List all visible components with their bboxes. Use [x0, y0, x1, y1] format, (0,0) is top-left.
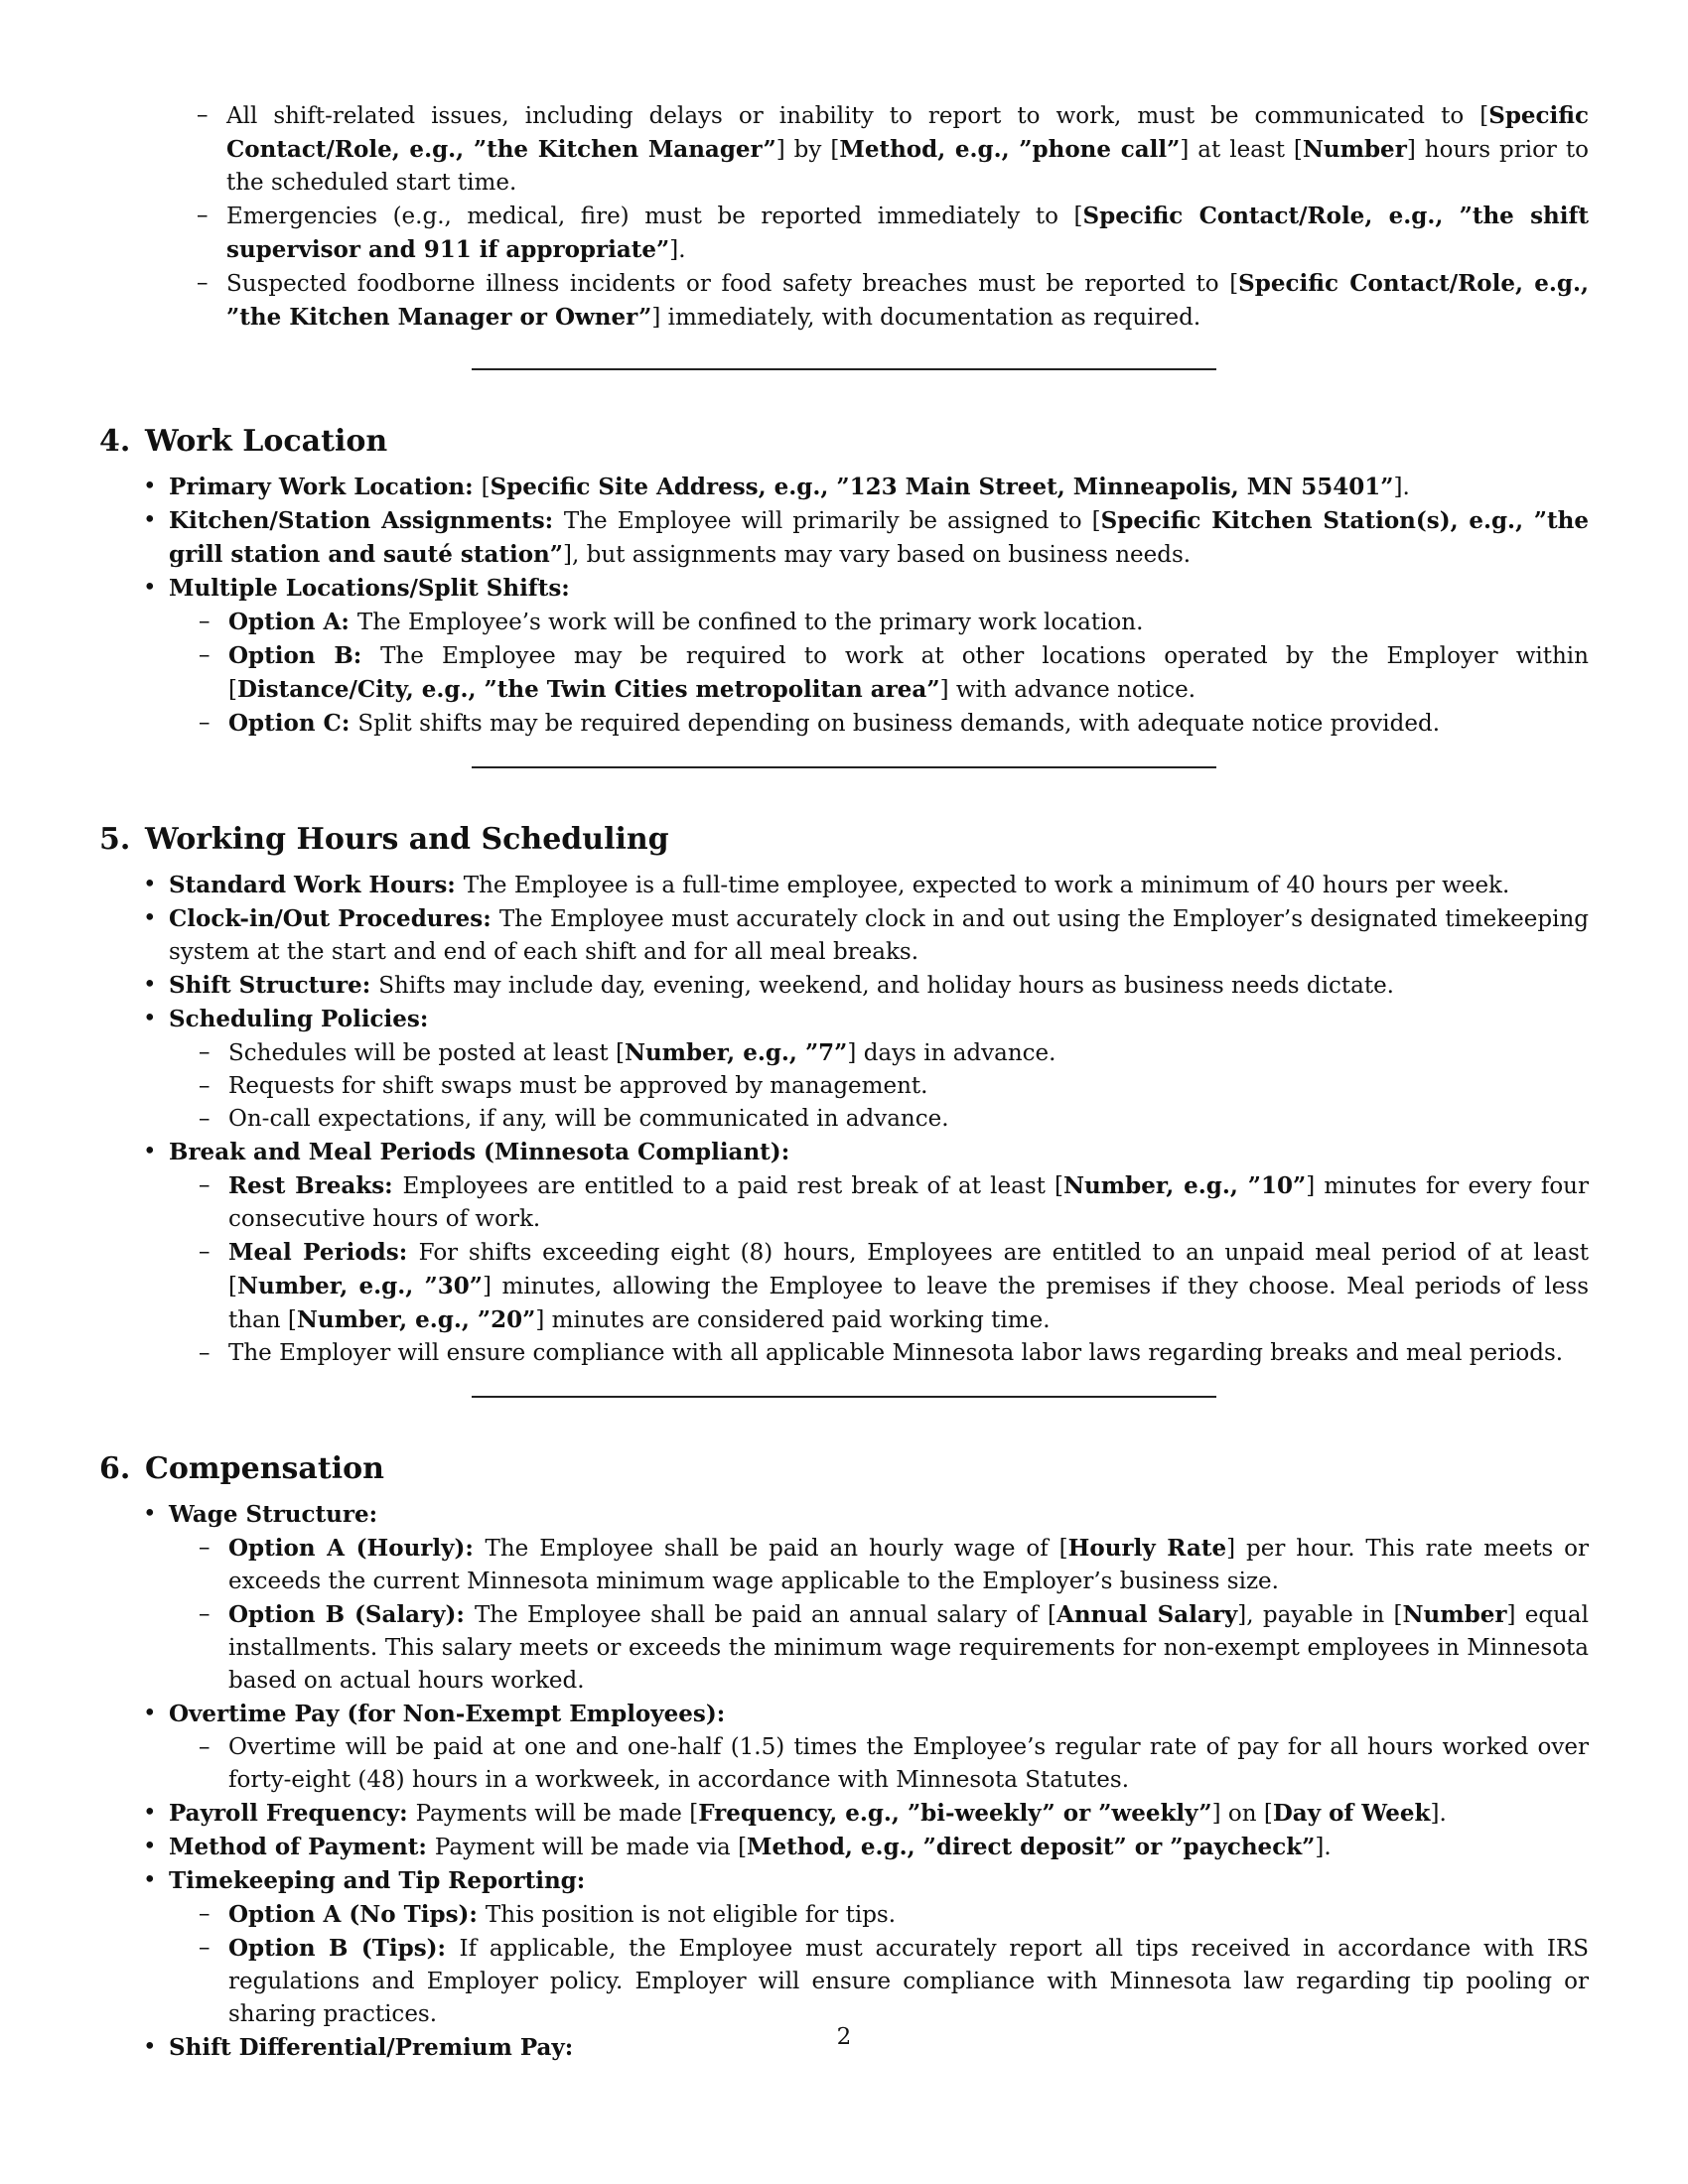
text-run: Suspected foodborne illness incidents or food safety breaches must be reported to [: [226, 271, 1239, 297]
text-run: ], but assignments may vary based on business needs.: [563, 542, 1192, 568]
bold-text: Specific Contact/Role, e.g., ”the shift supervisor and 911 if appropriate”: [226, 203, 1590, 263]
sub-list-item: [228, 1731, 1589, 1797]
bold-text: Hourly Rate: [1067, 1535, 1227, 1562]
section-divider: [472, 1396, 1216, 1398]
bold-text: Option C:: [228, 710, 358, 737]
bullet-icon: •: [143, 1701, 157, 1726]
text-run: This position is not eligible for tips.: [485, 1902, 897, 1928]
list-item: [143, 1498, 1590, 1698]
text-run: ] equal installments. This salary meets or exceeds the minimum wage requirements for non-exempt employees in Minnesota based on actual hours worked.: [228, 1602, 1589, 1694]
bold-text: Number: [1402, 1601, 1507, 1628]
bold-text: Shift Differential/Premium Pay:: [169, 2034, 574, 2061]
bold-text: Specific Contact/Role, e.g., ”the Kitchen Manager”: [226, 102, 1589, 163]
bold-text: Scheduling Policies:: [169, 1006, 429, 1032]
text-run: The Employee may be required to work at other locations operated by the Employer within [: [228, 643, 1589, 703]
bold-text: Option A (No Tips):: [228, 1901, 486, 1928]
section-number: 4.: [99, 424, 131, 459]
list-item: [143, 572, 1589, 741]
text-run: Emergencies (e.g., medical, fire) must be reported immediately to [: [226, 204, 1083, 229]
text-run: Requests for shift swaps must be approved by management.: [228, 1073, 928, 1099]
sub-list-item: [228, 1337, 1589, 1370]
section-divider: [472, 368, 1216, 370]
text-run: The Employee is a full-time employee, expected to work a minimum of 40 hours per week.: [463, 873, 1510, 898]
text-run: [: [481, 475, 491, 500]
bold-text: Shift Structure:: [169, 972, 379, 999]
sub-list: [169, 1898, 1589, 2031]
bold-text: Clock-in/Out Procedures:: [169, 905, 499, 932]
sub-list-item: [228, 1898, 1589, 1932]
bold-text: Number, e.g., ”10”: [1063, 1172, 1307, 1199]
sub-list-item: [228, 1236, 1589, 1337]
section-heading-work-location: [99, 422, 1589, 462]
bold-text: Method, e.g., ”phone call”: [839, 136, 1181, 163]
document-page: [99, 99, 1589, 2115]
bold-text: Option B:: [228, 642, 381, 669]
text-run: ] minutes are considered paid working time.: [535, 1307, 1051, 1333]
bold-text: Standard Work Hours:: [169, 872, 464, 898]
text-run: Overtime will be paid at one and one-half (1.5) times the Employee’s regular rate of pay for all hours worked over forty-eight (48) hours in a workweek, in accordance with Minnesota Statutes.: [228, 1734, 1589, 1793]
bold-text: Day of Week: [1272, 1800, 1431, 1827]
list-item: [143, 1003, 1589, 1136]
sub-list-item: [228, 1932, 1589, 2031]
section-divider: [472, 766, 1216, 768]
bold-text: Break and Meal Periods (Minnesota Compliant):: [169, 1139, 790, 1165]
sub-list: [169, 1731, 1589, 1797]
text-run: ].: [669, 237, 686, 263]
sub-list-item: [228, 1598, 1589, 1698]
section-heading-working-hours: [99, 820, 1589, 860]
list-item: [143, 1797, 1589, 1831]
text-run: ] with advance notice.: [939, 677, 1196, 703]
sub-list: [169, 1169, 1589, 1370]
text-run: All shift-related issues, including delays or inability to report to work, must be communicated to [: [226, 103, 1489, 129]
sub-list: [169, 1532, 1589, 1698]
text-run: ], payable in [: [1237, 1602, 1403, 1628]
bold-text: Method, e.g., ”direct deposit” or ”paycheck”: [747, 1834, 1316, 1860]
bold-text: Primary Work Location:: [169, 474, 482, 500]
bullet-icon: •: [143, 575, 157, 601]
sub-list-item: [228, 1103, 1589, 1136]
bold-text: Distance/City, e.g., ”the Twin Cities metropolitan area”: [236, 676, 940, 703]
text-run: The Employee will primarily be assigned to [: [563, 508, 1101, 534]
bold-text: Overtime Pay (for Non-Exempt Employees):: [169, 1701, 726, 1727]
list-item: [143, 504, 1590, 572]
sub-list-item: [228, 1169, 1589, 1236]
text-run: On-call expectations, if any, will be communicated in advance.: [228, 1106, 949, 1132]
bullet-icon: •: [143, 474, 157, 499]
text-run: The Employee shall be paid an hourly wage of [: [485, 1536, 1068, 1562]
section-5-bullets: [99, 869, 1589, 1370]
bullet-icon: •: [143, 2034, 157, 2060]
bold-text: Annual Salary: [1055, 1601, 1238, 1628]
section-4-bullets: [99, 471, 1589, 741]
bold-text: Kitchen/Station Assignments:: [169, 507, 564, 534]
page-number: 2: [836, 2024, 852, 2050]
text-run: ] days in advance.: [847, 1040, 1056, 1066]
bullet-icon: •: [143, 1006, 157, 1031]
bullet-icon: •: [143, 905, 157, 931]
text-run: ] minutes for every four consecutive hours of work.: [228, 1173, 1589, 1232]
sub-list-item: [228, 1036, 1589, 1070]
sub-list-item: [228, 606, 1589, 639]
text-run: Employees are entitled to a paid rest break of at least [: [402, 1173, 1064, 1199]
bold-text: Specific Contact/Role, e.g., ”the Kitchen Manager or Owner”: [226, 270, 1589, 331]
bullet-icon: •: [143, 1834, 157, 1859]
bold-text: Number, e.g., ”7”: [624, 1039, 848, 1066]
text-run: Payments will be made [: [415, 1801, 699, 1827]
list-item: [143, 1136, 1589, 1370]
section-title: Working Hours and Scheduling: [145, 822, 669, 857]
bold-text: Multiple Locations/Split Shifts:: [169, 575, 570, 602]
bold-text: Meal Periods:: [228, 1239, 419, 1266]
bold-text: Number: [1302, 136, 1407, 163]
text-run: ].: [1430, 1801, 1447, 1827]
list-item: [143, 1864, 1589, 2031]
bullet-icon: •: [143, 1139, 157, 1164]
section-title: Work Location: [145, 424, 388, 459]
list-item: [143, 969, 1589, 1003]
text-run: The Employer will ensure compliance with all applicable Minnesota labor laws regarding breaks and meal periods.: [228, 1340, 1564, 1366]
bold-text: Method of Payment:: [169, 1834, 435, 1860]
bold-text: Option A:: [228, 609, 357, 635]
sub-list-item: [228, 639, 1589, 707]
section-number: 6.: [99, 1451, 131, 1486]
section-6-bullets: [99, 1498, 1589, 2065]
bold-text: Specific Site Address, e.g., ”123 Main Street, Minneapolis, MN 55401”: [490, 474, 1394, 500]
sub-list-item: [228, 1532, 1589, 1598]
list-item: [143, 869, 1589, 902]
sub-list: [169, 1036, 1589, 1136]
text-run: The Employee must accurately clock in and out using the Employer’s designated timekeeping system at the start and end of each shift and for all meal breaks.: [169, 906, 1589, 965]
intro-item: [226, 99, 1589, 200]
text-run: ] per hour. This rate meets or exceeds the current Minnesota minimum wage applicable to the Employer’s business size.: [228, 1536, 1590, 1594]
section-heading-compensation: [99, 1449, 1589, 1489]
bold-text: Payroll Frequency:: [169, 1800, 416, 1827]
bold-text: Option B (Salary):: [228, 1601, 475, 1628]
bold-text: Frequency, e.g., ”bi-weekly” or ”weekly”: [698, 1800, 1212, 1827]
list-item: [143, 1831, 1589, 1864]
bold-text: Rest Breaks:: [228, 1172, 403, 1199]
bold-text: Option A (Hourly):: [228, 1535, 486, 1562]
sub-list-item: [228, 1070, 1589, 1103]
bullet-icon: •: [143, 972, 157, 998]
bold-text: Number, e.g., ”30”: [236, 1273, 483, 1299]
text-run: Shifts may include day, evening, weekend, and holiday hours as business needs dictate.: [378, 973, 1394, 999]
bold-text: Timekeeping and Tip Reporting:: [169, 1867, 586, 1894]
sub-list: [169, 606, 1589, 741]
text-run: ] immediately, with documentation as required.: [651, 305, 1201, 331]
text-run: Schedules will be posted at least [: [228, 1040, 625, 1066]
bold-text: Option B (Tips):: [228, 1935, 460, 1962]
bullet-icon: •: [143, 1800, 157, 1826]
sub-list-item: [228, 707, 1589, 741]
text-run: ] minutes, allowing the Employee to leave the premises if they choose. Meal periods of less than [: [228, 1274, 1589, 1333]
bullet-icon: •: [143, 507, 157, 533]
bold-text: Specific Kitchen Station(s), e.g., ”the grill station and sauté station”: [169, 507, 1590, 568]
bullet-icon: •: [143, 1867, 157, 1893]
text-run: ] on [: [1211, 1801, 1273, 1827]
text-run: ].: [1393, 475, 1410, 500]
list-item: [143, 1698, 1589, 1797]
text-run: Split shifts may be required depending on business demands, with adequate notice provided.: [357, 711, 1441, 737]
text-run: For shifts exceeding eight (8) hours, Employees are entitled to an unpaid meal period of at least [: [228, 1240, 1589, 1299]
bold-text: Number, e.g., ”20”: [296, 1306, 536, 1333]
list-item: [143, 902, 1589, 969]
text-run: Payment will be made via [: [434, 1835, 748, 1860]
text-run: ] hours prior to the scheduled start time.: [226, 137, 1589, 196]
section-number: 5.: [99, 822, 131, 857]
intro-item: [226, 200, 1589, 267]
text-run: The Employee’s work will be confined to the primary work location.: [356, 610, 1144, 635]
text-run: The Employee shall be paid an annual salary of [: [474, 1602, 1056, 1628]
text-run: ].: [1315, 1835, 1332, 1860]
text-run: ] at least [: [1180, 137, 1303, 163]
bold-text: Wage Structure:: [169, 1501, 378, 1528]
list-item: [143, 471, 1589, 504]
text-run: If applicable, the Employee must accurately report all tips received in accordance with IRS regulations and Employer policy. Employer will ensure compliance with Minnesota law regarding tip pooling or sharing practices.: [228, 1936, 1589, 2027]
text-run: ] by [: [775, 137, 840, 163]
bullet-icon: •: [143, 1501, 157, 1527]
bullet-icon: •: [143, 872, 157, 897]
intro-item: [226, 267, 1589, 335]
section-title: Compensation: [145, 1451, 384, 1486]
intro-list: [99, 99, 1589, 335]
